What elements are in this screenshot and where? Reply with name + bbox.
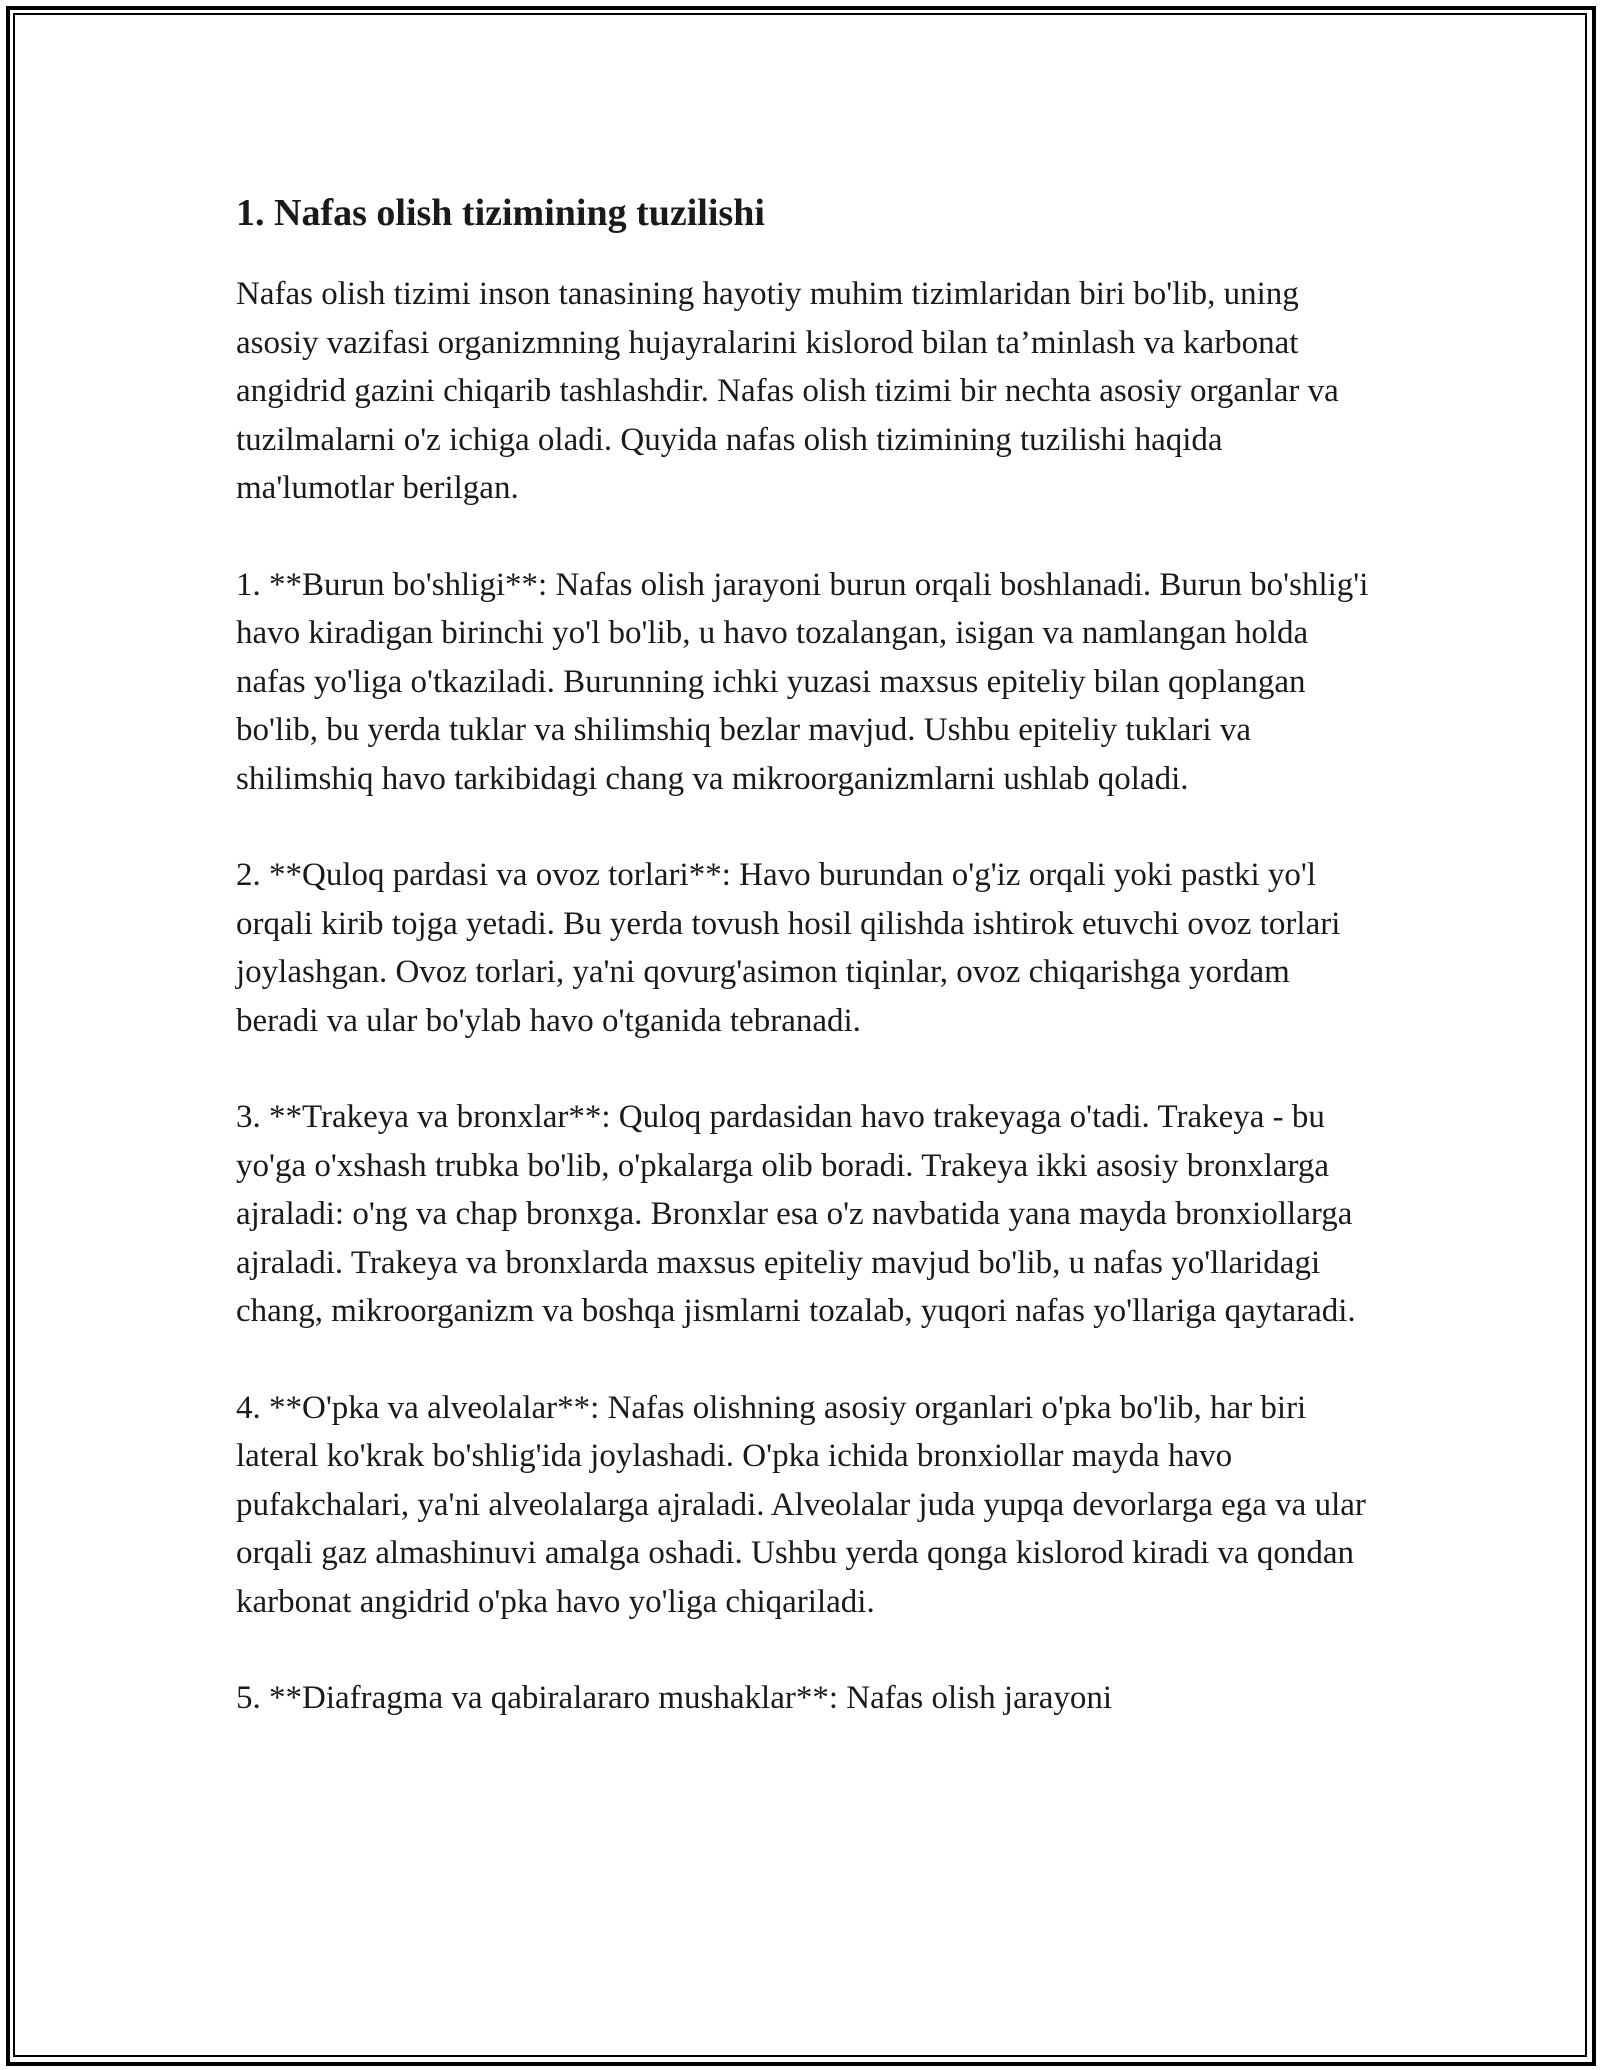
paragraph-trakeya-bronxlar: 3. **Trakeya va bronxlar**: Quloq pardasidan havo trakeyaga o'tadi. Trakeya - bu yo'ga o'xshash trubka bo'lib, o'pkalarga olib boradi. Trakeya ikki asosiy bronxlarga ajraladi: o'ng va chap bronxga. Bronxlar esa o'z navbatida yana mayda bronxiollarga ajraladi. Trakeya va bronxlarda maxsus epiteliy mavjud bo'lib, u nafas yo'llaridagi chang, mikroorganizm va boshqa jismlarni tozalab, yuqori nafas yo'llariga qaytaradi. — [236, 1099, 1356, 1329]
document-heading: 1. Nafas olish tizimining tuzilishi — [236, 192, 765, 234]
intro-paragraph: Nafas olish tizimi inson tanasining hayotiy muhim tizimlaridan biri bo'lib, uning asosiy vazifasi organizmning hujayralarini kislorod bilan ta’minlash va karbonat angidrid gazini chiqarib tashlashdir. Nafas olish tizimi bir nechta asosiy organlar va tuzilmalarni o'z ichiga oladi. Quyida nafas olish tizimining tuzilishi haqida ma'lumotlar berilgan. — [236, 276, 1339, 506]
paragraph-quloq-pardasi: 2. **Quloq pardasi va ovoz torlari**: Havo burundan o'g'iz orqali yoki pastki yo'l orqali kirib tojga yetadi. Bu yerda tovush hosil qilishda ishtirok etuvchi ovoz torlari joylashgan. Ovoz torlari, ya'ni qovurg'asimon tiqinlar, ovoz chiqarishga yordam beradi va ular bo'ylab havo o'tganida tebranadi. — [236, 857, 1341, 1039]
paragraph-diafragma: 5. **Diafragma va qabiralararo mushaklar**: Nafas olish jarayoni — [236, 1680, 1113, 1716]
document-body — [236, 180, 1376, 1771]
paragraph-opka-alveolalar: 4. **O'pka va alveolalar**: Nafas olishning asosiy organlari o'pka bo'lib, har biri lateral ko'krak bo'shlig'ida joylashadi. O'pka ichida bronxiollar mayda havo pufakchalari, ya'ni alveolalarga ajraladi. Alveolalar juda yupqa devorlarga ega va ular orqali gaz almashinuvi amalga oshadi. Ushbu yerda qonga kislorod kiradi va qondan karbonat angidrid o'pka havo yo'liga chiqariladi. — [236, 1389, 1366, 1620]
paragraph-burun-boshligi: 1. **Burun bo'shligi**: Nafas olish jarayoni burun orqali boshlanadi. Burun bo'shlig'i havo kiradigan birinchi yo'l bo'lib, u havo tozalangan, isigan va namlangan holda nafas yo'liga o'tkaziladi. Burunning ichki yuzasi maxsus epiteliy bilan qoplangan bo'lib, bu yerda tuklar va shilimshiq bezlar mavjud. Ushbu epiteliy tuklari va shilimshiq havo tarkibidagi chang va mikroorganizmlarni ushlab qoladi. — [236, 566, 1369, 797]
